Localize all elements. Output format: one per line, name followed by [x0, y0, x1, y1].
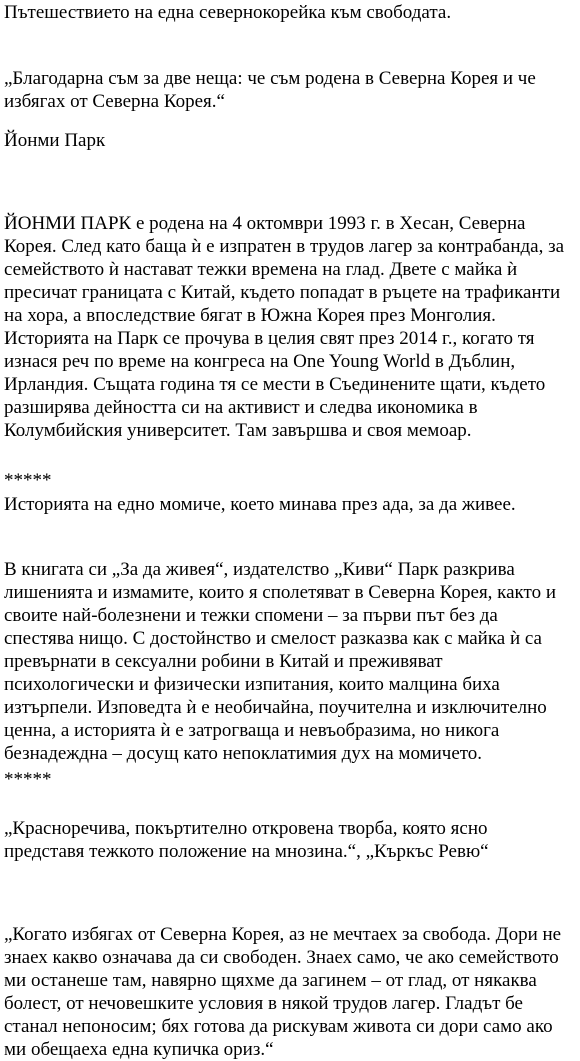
summary-line: безнадеждна – досущ като непоклатимия дух на момичето. — [4, 743, 483, 764]
author-bio — [4, 212, 564, 442]
review-line: „Красноречива, покъртително откровена творба, която ясно — [4, 818, 488, 839]
summary-line: изтърпели. Изповедта ѝ е необичайна, поучителна и изключително — [4, 697, 547, 718]
section-separator: ***** — [4, 769, 52, 790]
review-line: представя тежкото положение на мнозина.“, „Къркъс Ревю“ — [4, 841, 489, 862]
author-quote — [4, 923, 561, 1061]
quote-line: „Когато избягах от Северна Корея, аз не мечтаех за свобода. Дори не — [4, 924, 562, 945]
summary-line: спестява нищо. С достойнство и смелост разказва как с майка ѝ са — [4, 628, 542, 649]
document-title: Пътешествието на една севернокорейка към свободата. — [4, 2, 452, 23]
summary-line: своите най-болезнени и тежки спомени – за първи път без да — [4, 605, 498, 626]
quote-line: знаех какво означава да си свободен. Знаех само, че ако семейството — [4, 947, 559, 968]
book-summary — [4, 558, 556, 765]
bio-line: на хора, а впоследствие бягат в Южна Корея през Монголия. — [4, 305, 496, 326]
review-quote — [4, 817, 489, 863]
bio-line: разширява дейността си на активист и следва икономика в — [4, 397, 478, 418]
quote-line: ми останеше там, навярно щяхме да загинем – от глад, от някаква — [4, 970, 537, 991]
bio-line: семейството ѝ настават тежки времена на глад. Двете с майка ѝ — [4, 259, 518, 280]
section-separator: ***** — [4, 470, 52, 491]
tagline: Историята на едно момиче, което минава през ада, за да живее. — [4, 494, 516, 515]
bio-line: Историята на Парк се прочува в целия свят през 2014 г., когато тя — [4, 328, 535, 349]
summary-line: ценна, а историята ѝ е затрогваща и невъобразима, но никога — [4, 720, 500, 741]
summary-line: превърнати в сексуални робини в Китай и преживяват — [4, 651, 443, 672]
summary-line: лишенията и измамите, които я сполетяват в Северна Корея, както и — [4, 582, 557, 603]
bio-line: пресичат границата с Китай, където попадат в ръцете на трафиканти — [4, 282, 561, 303]
quote-line: станал непоносим; бях готова да рискувам живота си дори само ако — [4, 1016, 553, 1037]
bio-line: Корея. След като баща ѝ е изпратен в трудов лагер за контрабанда, за — [4, 236, 565, 257]
bio-line: Ирландия. Същата година тя се мести в Съединените щати, където — [4, 374, 546, 395]
epigraph-quote — [4, 67, 536, 113]
bio-line: изнася реч по време на конгреса на One Young World в Дъблин, — [4, 351, 516, 372]
epigraph-author: Йонми Парк — [4, 130, 106, 151]
summary-line: В книгата си „За да живея“, издателство „Киви“ Парк разкрива — [4, 559, 515, 580]
bio-line: ЙОНМИ ПАРК е родена на 4 октомври 1993 г. в Хесан, Северна — [4, 213, 526, 234]
quote-line: ми обещаеха една купичка ориз.“ — [4, 1039, 274, 1060]
epigraph-line: „Благодарна съм за две неща: че съм родена в Северна Корея и че — [4, 68, 536, 89]
bio-line: Колумбийския университет. Там завършва и своя мемоар. — [4, 420, 472, 441]
epigraph-line: избягах от Северна Корея.“ — [4, 91, 225, 112]
summary-line: психологически и физически изпитания, които малцина биха — [4, 674, 500, 695]
quote-line: болест, от нечовешките условия в някой трудов лагер. Гладът бе — [4, 993, 523, 1014]
